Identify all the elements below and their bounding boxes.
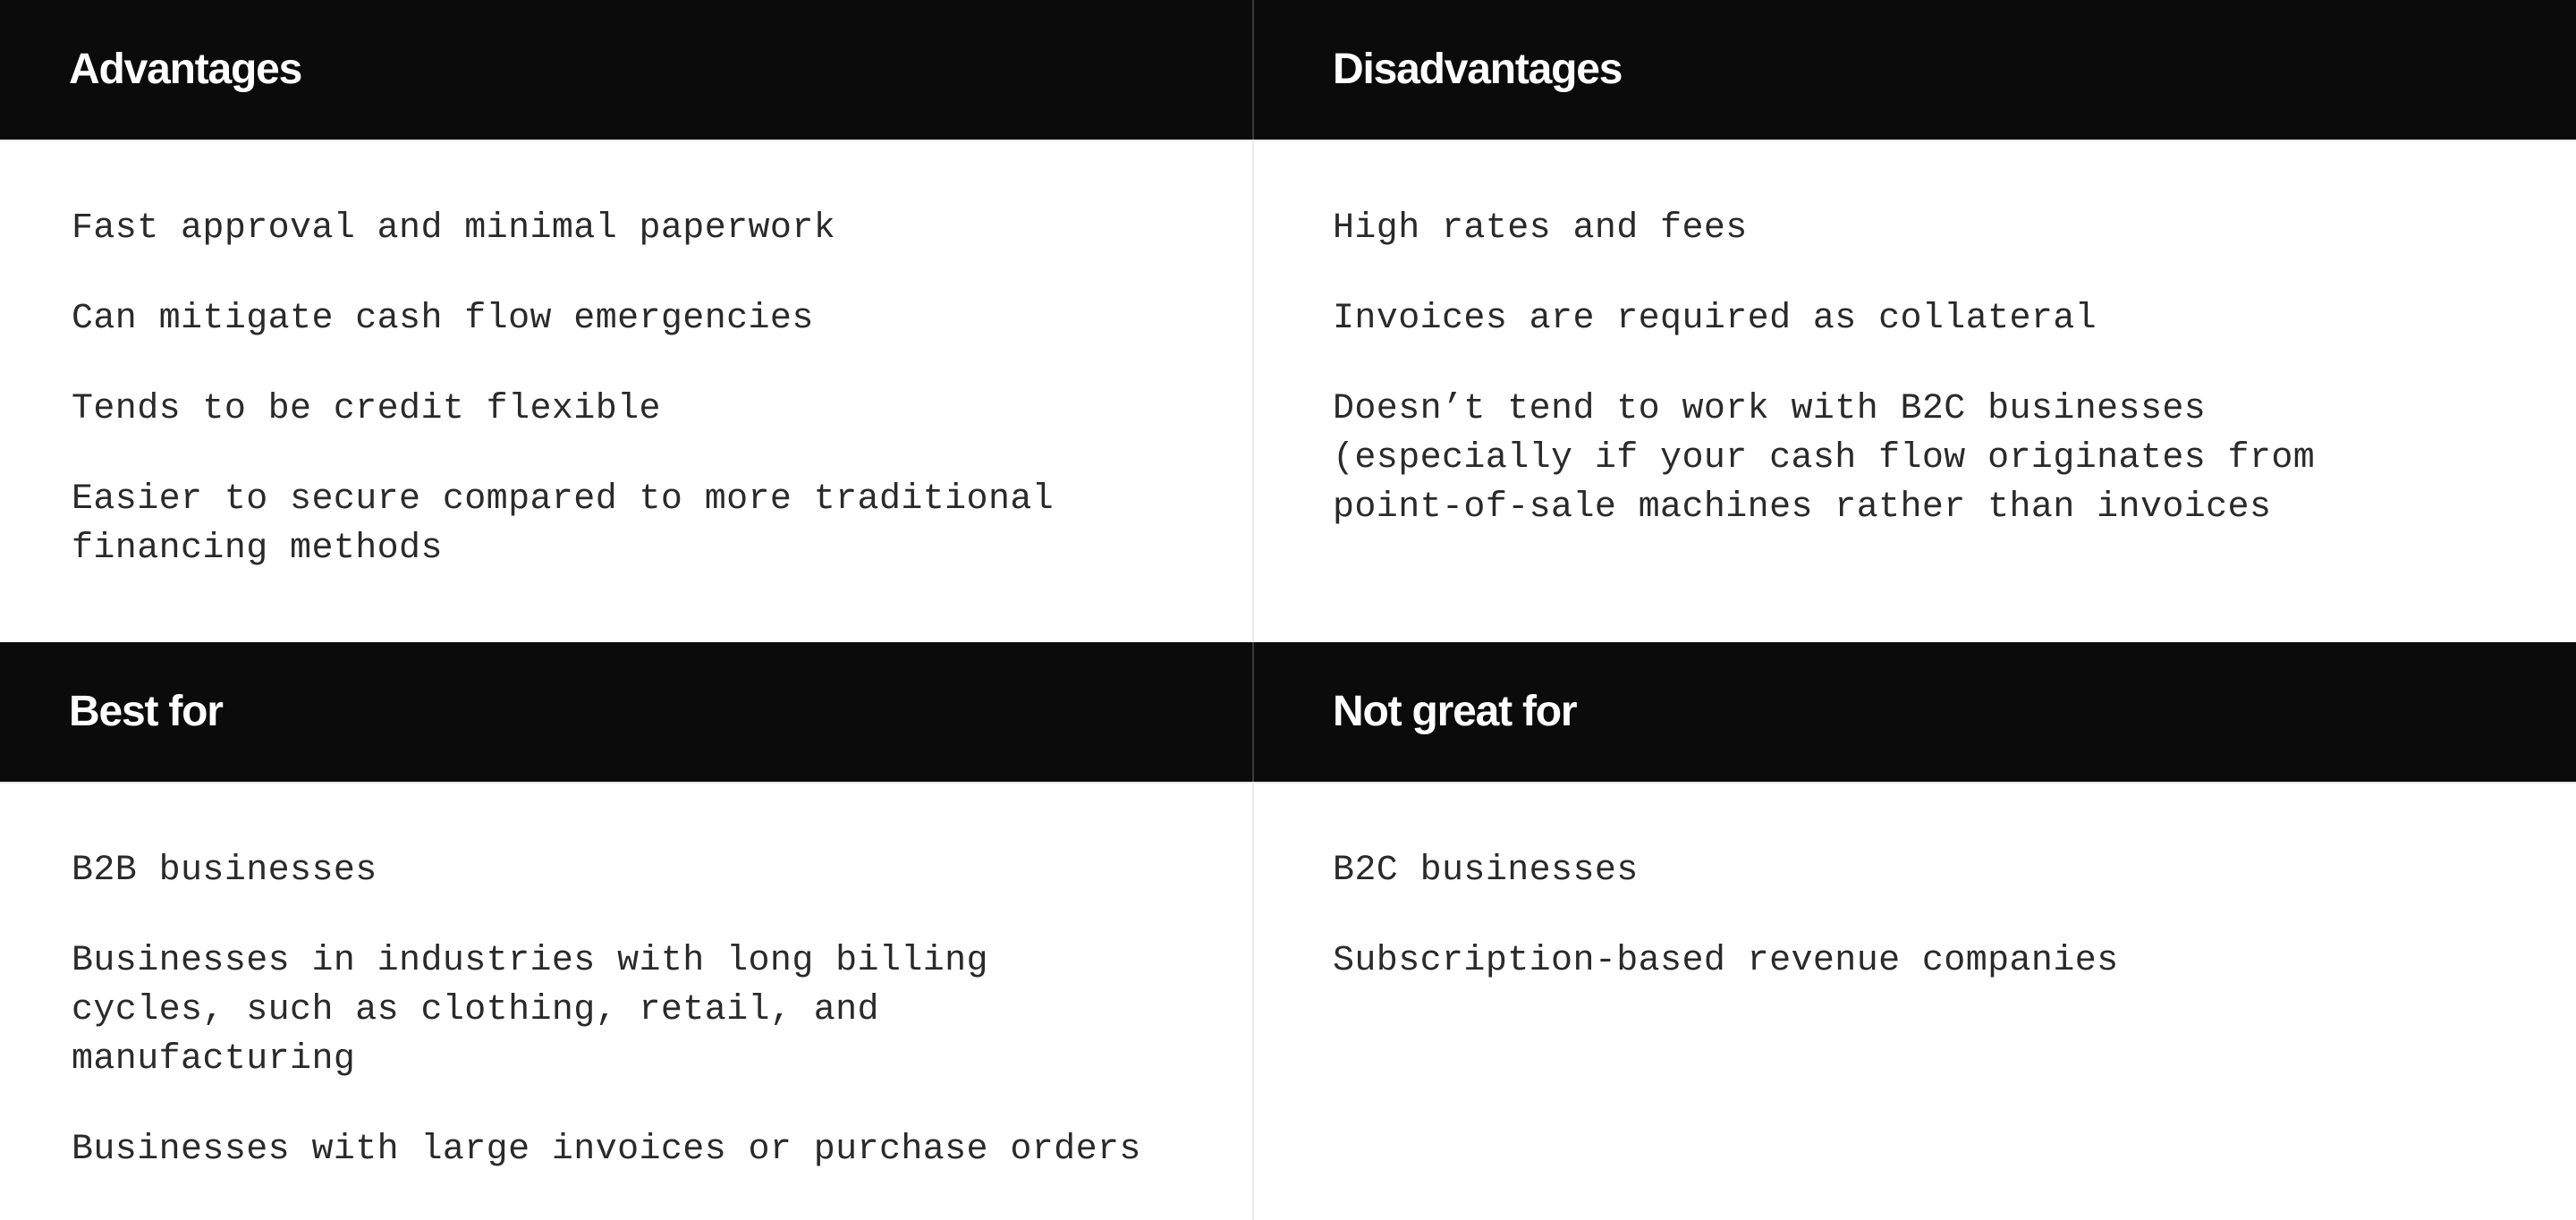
fit-body-row xyxy=(0,782,2576,1220)
not-great-for-item: B2C businesses xyxy=(1333,851,1639,891)
not-great-for-title: Not great for xyxy=(1333,688,1577,735)
best-for-list xyxy=(72,846,1199,1174)
not-great-for-item: Subscription-based revenue companies xyxy=(1333,941,2119,981)
disadvantages-header xyxy=(1254,0,2576,140)
best-for-header xyxy=(0,642,1252,782)
disadvantages-cell xyxy=(1254,141,2576,642)
best-for-item: Businesses in industries with long billing cycles, such as clothing, retail, and manufacturing xyxy=(72,941,988,1080)
disadvantages-list xyxy=(1333,204,2522,532)
advantages-header xyxy=(0,0,1252,140)
pros-cons-header-row xyxy=(0,0,2576,140)
not-great-for-cell xyxy=(1254,784,2576,1220)
disadvantage-item: Invoices are required as collateral xyxy=(1333,299,2097,339)
advantages-list xyxy=(72,204,1199,573)
advantage-item: Tends to be credit flexible xyxy=(72,389,661,429)
best-for-title: Best for xyxy=(69,688,223,735)
pros-cons-body-row xyxy=(0,140,2576,642)
advantages-cell xyxy=(0,141,1252,642)
best-for-item: Businesses with large invoices or purchase orders xyxy=(72,1130,1141,1170)
not-great-for-header xyxy=(1254,642,2576,782)
advantage-item: Can mitigate cash flow emergencies xyxy=(72,299,814,339)
disadvantage-item: High rates and fees xyxy=(1333,208,1748,249)
advantage-item: Fast approval and minimal paperwork xyxy=(72,208,836,249)
advantages-title: Advantages xyxy=(69,46,302,93)
disadvantages-title: Disadvantages xyxy=(1333,46,1623,93)
best-for-cell xyxy=(0,784,1252,1220)
fit-section xyxy=(0,642,2576,1220)
advantage-item: Easier to secure compared to more traditional financing methods xyxy=(72,479,1055,569)
disadvantage-item: Doesn’t tend to work with B2C businesses (especially if your cash flow originates from point-of-sale machines rather than invoices xyxy=(1333,389,2316,528)
not-great-for-list xyxy=(1333,846,2522,986)
fit-header-row xyxy=(0,642,2576,782)
best-for-item: B2B businesses xyxy=(72,851,377,891)
